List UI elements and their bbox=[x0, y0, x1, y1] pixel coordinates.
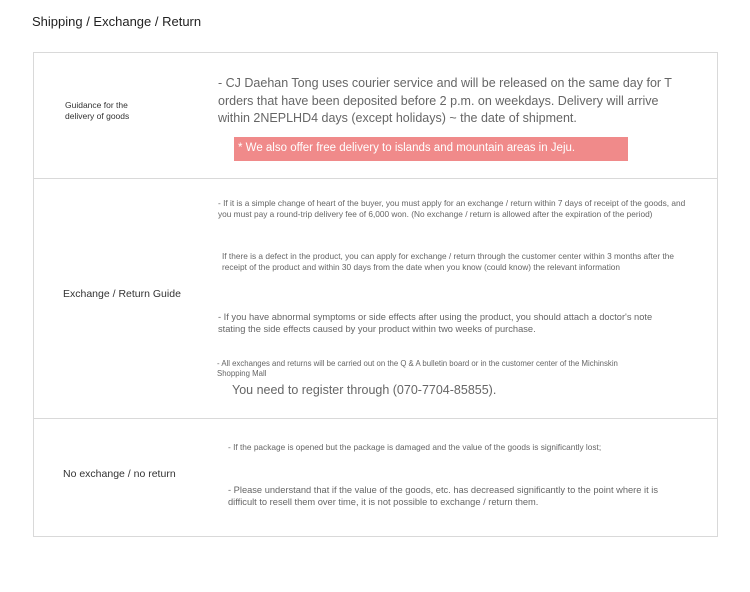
exchange-paragraph-4: - All exchanges and returns will be carried out on the Q & A bulletin board or in the customer center of the Michinskin Shopping Mall bbox=[217, 359, 618, 378]
delivery-text: - CJ Daehan Tong uses courier service and will be released on the same day for T orders that have been deposited before 2 p.m. on weekdays. Delivery will arrive within 2NEPLHD4 days (except holidays) ~ the date of shipment. bbox=[218, 76, 672, 125]
exchange-paragraph-2: If there is a defect in the product, you can apply for exchange / return through the customer center within 3 months after the receipt of the product and within 30 days from the date when you know (could know) the relevant information bbox=[222, 251, 674, 272]
page-title: Shipping / Exchange / Return bbox=[32, 14, 202, 29]
exchange-paragraph-3: - If you have abnormal symptoms or side effects after using the product, you should attach a doctor's note stating the side effects caused by your product within two weeks of purchase. bbox=[218, 312, 653, 335]
no-exchange-item-2: - Please understand that if the value of the goods, etc. has decreased significantly to the point where it is difficult to resell them over time, it is not possible to exchange / return them. bbox=[228, 485, 658, 508]
delivery-row bbox=[34, 53, 717, 179]
exchange-label: Exchange / Return Guide bbox=[63, 288, 181, 300]
exchange-row bbox=[34, 179, 717, 419]
no-exchange-row bbox=[34, 419, 717, 536]
exchange-paragraph-1: - If it is a simple change of heart of the buyer, you must apply for an exchange / return within 7 days of receipt of the goods, and you must pay a round-trip delivery fee of 6,000 won. (No exchange / return is allowed after the expiration of the period) bbox=[218, 198, 686, 219]
delivery-label: Guidance for the delivery of goods bbox=[65, 100, 130, 122]
delivery-notice-banner bbox=[234, 137, 628, 161]
delivery-notice-text: * We also offer free delivery to islands and mountain areas in Jeju. bbox=[238, 142, 576, 154]
shipping-policy-table bbox=[33, 52, 718, 537]
exchange-register-text: You need to register through (070-7704-85855). bbox=[232, 383, 497, 397]
no-exchange-label: No exchange / no return bbox=[63, 468, 176, 480]
no-exchange-item-1: - If the package is opened but the package is damaged and the value of the goods is significantly lost; bbox=[228, 442, 602, 452]
